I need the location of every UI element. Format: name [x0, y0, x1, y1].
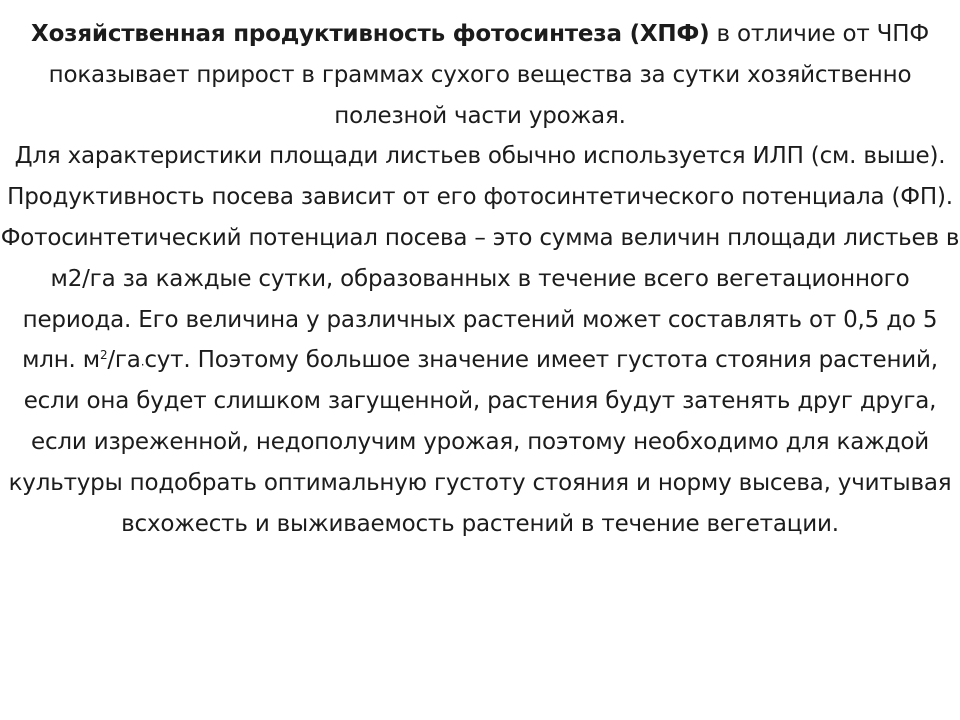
- fp-unit-ha: /га: [107, 347, 141, 374]
- fp-text-after: сут. Поэтому большое значение имеет густота стояния растений, если она будет слишком загущенной, растения будут затенять друг друга, если изреженной, недополучим урожая, поэтому необходимо для каждой культуры подобрать оптимальную густоту стояния и норму высева, учитывая всхожесть и выживаемость растений в течение вегетации.: [8, 347, 952, 537]
- term-hpf: Хозяйственная продуктивность фотосинтеза (ХПФ): [31, 21, 710, 47]
- multiply-dot: ·: [140, 358, 145, 373]
- paragraph-hpf-text: в отличие от ЧПФ показывает прирост в граммах сухого вещества за сутки хозяйственно полезной части урожая.: [48, 21, 929, 129]
- fp-text-before: Продуктивность посева зависит от его фотосинтетического потенциала (ФП). Фотосинтетический потенциал посева – это сумма величин площади листьев в м2/га за каждые сутки, образованных в течение всего вегетационного периода. Его величина у различных растений может составлять от 0,5 до 5 млн. м: [0, 184, 960, 374]
- paragraph-photosynthetic-potential: [0, 177, 960, 544]
- slide-text-body: [0, 14, 960, 544]
- superscript-2: 2: [99, 348, 108, 363]
- paragraph-leaf-area: Для характеристики площади листьев обычно используется ИЛП (см. выше).: [14, 143, 946, 170]
- paragraph-hpf-definition: [0, 14, 960, 136]
